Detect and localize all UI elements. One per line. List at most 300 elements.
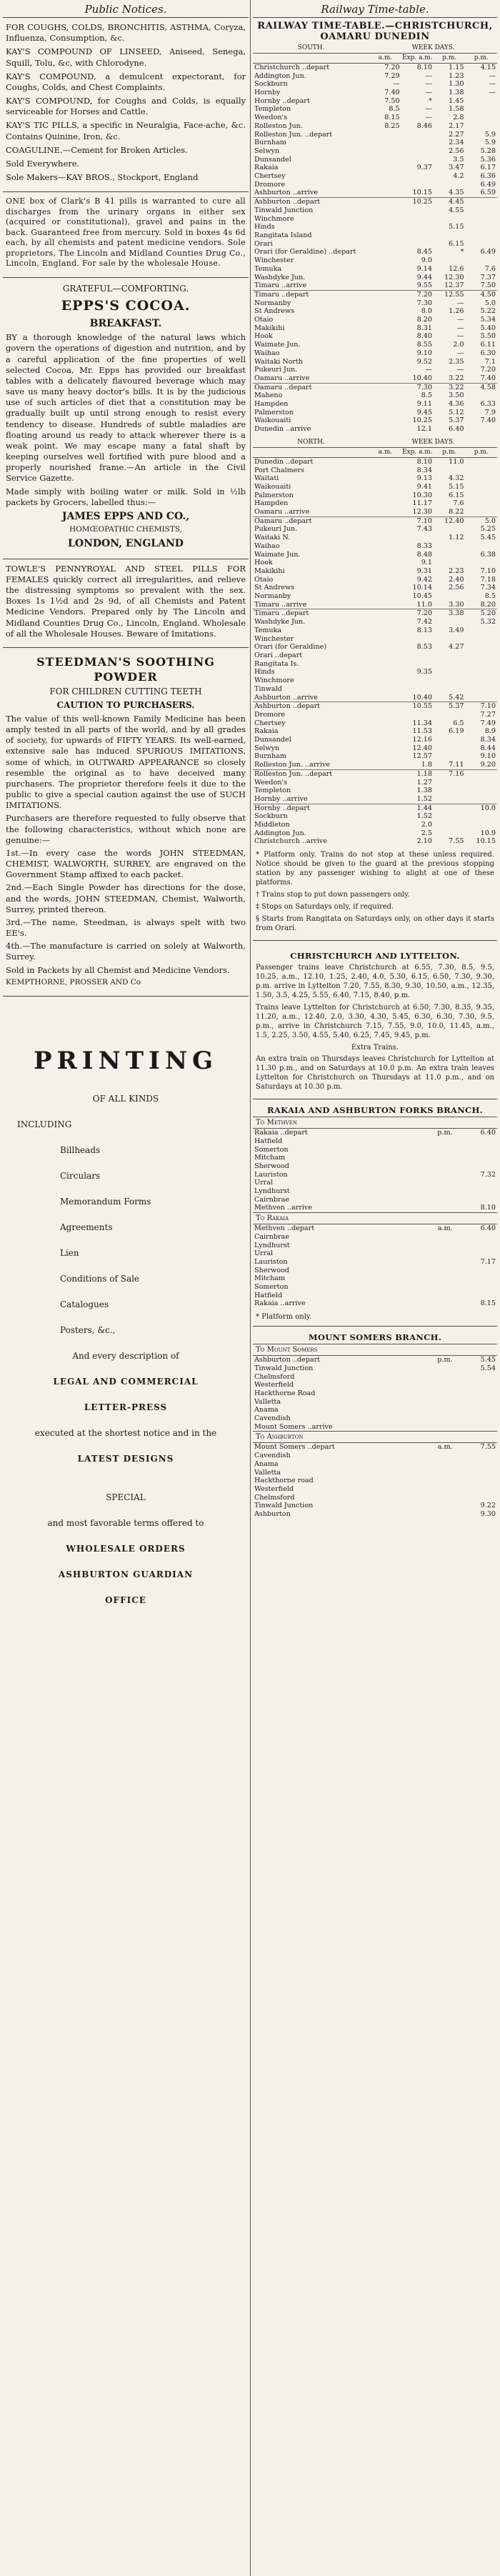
timetable-row	[253, 391, 497, 400]
station-name: Hinds	[254, 223, 275, 231]
time-cell: —	[456, 324, 464, 332]
station-name: Templeton	[254, 105, 291, 114]
time-cell: 8.10	[416, 63, 432, 71]
station-name: Chertsey	[254, 719, 286, 727]
timetable-row	[253, 635, 497, 644]
time-cell: 8.48	[416, 550, 432, 559]
time-cell: 9.14	[416, 264, 432, 273]
time-cell	[454, 1414, 497, 1423]
timetable-row	[253, 542, 497, 551]
station-name: Hackthorne road	[254, 1477, 314, 1485]
time-cell: 1.30	[449, 80, 464, 89]
time-cell	[434, 711, 466, 719]
station-name: Rakaia	[254, 164, 279, 172]
station-name: Addington Jun.	[254, 71, 306, 80]
timetable-row	[253, 332, 497, 341]
col-head: Exp. a.m.	[401, 447, 434, 457]
station-name: Hornby ..depart	[254, 96, 310, 105]
time-cell	[369, 804, 401, 812]
timetable-row	[253, 1154, 497, 1162]
timetable-row	[253, 324, 497, 333]
time-cell: 9.31	[416, 566, 432, 575]
chch-lyttelton-p1: Passenger trains leave Christchurch at 6.55, 7.30, 8.5, 9.5, 10.25, a.m., 12.10, 1.25, 2.40, 4.0, 5.30, 6.15, 6.50, 7.30, 9.30, p.m. arrive in Lyttelton 7.20, 7.55, 8.30, 9.30, 10.50, a.m., 12.35, 1.50, 3.5, 4.25, 5.55, 6.40, 7.15, 8.40, p.m.	[256, 964, 494, 1000]
station-name: Christchurch ..arrive	[254, 837, 328, 846]
time-cell: 9.44	[416, 273, 432, 281]
timetable-row	[253, 779, 497, 787]
time-cell	[369, 499, 401, 508]
chch-lyttelton-section	[253, 940, 497, 1099]
station-name: Dromore	[254, 180, 286, 189]
timetable-row	[253, 274, 497, 282]
steedman-body: The value of this well-known Family Medicine has been amply tested in all parts of the world, and by all grades of society, for upwards of FIFTY YEARS. Its well-earned, extensive sale has induced SPURIOUS IMITATIONS, some of which, in OUTWARD APPEARANCE so closely resemble the original as to have deceived many purchasers. The proprietor therefore feels it due to the public to give a special caution against the use of SUCH IMITATIONS.	[6, 713, 246, 811]
time-cell: 5.42	[449, 693, 464, 702]
timetable-row	[253, 341, 497, 349]
time-cell	[369, 324, 401, 333]
station-name: Rolleston Jun. ..depart	[254, 769, 333, 778]
time-cell	[369, 299, 401, 308]
timetable-row	[253, 131, 497, 139]
mount-somers-title: MOUNT SOMERS BRANCH.	[308, 1332, 442, 1343]
time-cell: 6.17	[480, 164, 496, 172]
time-cell	[369, 635, 401, 644]
station-name: Tinwald Junction	[254, 1502, 314, 1510]
timetable-row	[253, 1258, 497, 1267]
north-direction-label: NORTH.	[253, 438, 369, 447]
south-weekdays-label: WEEK DAYS.	[369, 44, 497, 53]
time-cell	[454, 1146, 497, 1154]
time-cell	[369, 694, 401, 702]
station-name: Hatfield	[254, 1291, 283, 1299]
time-cell: 2.56	[449, 584, 464, 592]
towles-text: TOWLE'S PENNYROYAL AND STEEL PILLS FOR FEMALES quickly correct all irregularities, and relieve the distressing symptoms so prevalent with the sex. Boxes 1s 1½d and 2s 9d, of all Chemists and Patent Medicine Vendors. Prepared only by The Lincoln and Midland Counties Drug Co., Lincoln, England. Wholesale of all the Wholesale Houses. Beware of Imitations.	[6, 563, 246, 639]
station-name: Somerton	[254, 1145, 289, 1154]
time-cell: 8.9	[484, 727, 496, 736]
col-head: p.m.	[434, 53, 466, 63]
time-cell	[434, 542, 466, 551]
time-cell: 9.41	[416, 482, 432, 491]
time-cell: 8.55	[416, 341, 432, 349]
time-cell	[465, 694, 497, 702]
station-name: Rakaia ..arrive	[254, 1299, 306, 1308]
timetable-row	[253, 105, 497, 114]
printing-items-list	[3, 1145, 249, 1335]
station-name: Westerfield	[254, 1485, 294, 1493]
timetable-row	[253, 1443, 497, 1452]
time-cell	[454, 1469, 497, 1477]
station-name: Winchester	[254, 634, 294, 643]
time-cell: 8.20	[480, 600, 496, 609]
time-cell: 7.55	[480, 1443, 496, 1452]
timetable-row	[253, 1162, 497, 1171]
chch-lyttelton-title: CHRISTCHURCH AND LYTTELTON.	[290, 951, 460, 962]
time-cell: 11.0	[416, 600, 432, 609]
time-cell	[465, 391, 497, 400]
time-cell: a.m.	[437, 1443, 453, 1452]
time-cell	[411, 1494, 454, 1502]
station-name: Winchester	[254, 256, 294, 265]
time-cell	[411, 1381, 454, 1389]
time-cell	[454, 1460, 497, 1469]
time-cell: 8.15	[480, 1299, 496, 1308]
time-cell: 5.40	[480, 324, 496, 332]
time-cell	[369, 534, 401, 542]
timetable-row	[253, 1510, 497, 1519]
time-cell	[465, 231, 497, 240]
time-cell: 2.56	[449, 146, 464, 155]
time-cell	[434, 635, 466, 644]
time-cell	[369, 711, 401, 719]
station-name: Dunedin ..arrive	[254, 425, 311, 434]
time-cell: 1.12	[449, 534, 464, 542]
time-cell: 7.18	[480, 575, 496, 584]
timetable-row	[253, 474, 497, 483]
timetable-row	[253, 1146, 497, 1154]
station-name: Waitaki North	[254, 357, 304, 366]
time-cell: 1.44	[416, 804, 432, 812]
time-cell: —	[425, 366, 432, 374]
time-cell	[369, 457, 401, 466]
col-head	[253, 53, 369, 63]
station-name: Ashburton ..arrive	[254, 189, 318, 197]
station-name: Oamaru ..depart	[254, 383, 312, 391]
time-cell	[411, 1274, 454, 1283]
station-name: Palmerston	[254, 408, 294, 416]
time-cell	[411, 1267, 454, 1275]
time-cell: 6.40	[449, 425, 464, 434]
station-name: Otaio	[254, 316, 274, 324]
time-cell: 8.45	[416, 248, 432, 256]
timetable-row	[253, 1233, 497, 1242]
station-name: Middleton	[254, 821, 290, 829]
station-name: Hampden	[254, 499, 289, 508]
time-cell: 6.5	[453, 719, 464, 727]
station-name: Hornby	[254, 89, 281, 97]
timetable-row	[253, 198, 497, 206]
epps-breakfast: BREAKFAST.	[89, 317, 162, 329]
station-name: Weedon's	[254, 778, 288, 787]
time-cell	[454, 1381, 497, 1389]
station-name: Urral	[254, 1249, 274, 1258]
time-cell: 9.37	[416, 164, 432, 172]
timetable-row	[253, 567, 497, 576]
station-name: Winchmore	[254, 214, 294, 223]
station-name: Lyndhurst	[254, 1187, 290, 1196]
timetable-row	[253, 601, 497, 609]
timetable-row	[253, 1494, 497, 1502]
station-name: Makikihi	[254, 566, 285, 575]
timetable-row	[253, 139, 497, 147]
station-name: Cavendish	[254, 1414, 291, 1423]
time-cell: 9.22	[480, 1502, 496, 1510]
time-cell	[465, 779, 497, 787]
timetable-row	[253, 97, 497, 106]
time-cell: 8.34	[416, 466, 432, 474]
timetable-row	[253, 534, 497, 542]
time-cell: 2.5	[421, 829, 432, 837]
timetable-row	[253, 1187, 497, 1196]
col-head: a.m.	[369, 447, 401, 457]
timetable-row	[253, 592, 497, 601]
time-cell: 10.30	[412, 491, 432, 499]
station-name: Ashburton ..depart	[254, 198, 321, 206]
time-cell	[369, 139, 401, 147]
time-cell	[411, 1414, 454, 1423]
time-cell	[454, 1477, 497, 1485]
time-cell: 1.38	[449, 89, 464, 97]
time-cell: 1.27	[416, 778, 432, 787]
time-cell	[434, 779, 466, 787]
kays-line: KAY'S COMPOUND, for Coughs and Colds, is equally serviceable for Horses and Cattle.	[6, 96, 246, 117]
time-cell: 8.22	[449, 508, 464, 516]
time-cell	[369, 248, 401, 256]
time-cell: —	[456, 332, 464, 341]
timetable-row	[253, 189, 497, 197]
printing-item: Billheads	[60, 1144, 101, 1155]
time-cell	[369, 256, 401, 265]
time-cell	[465, 643, 497, 652]
station-name: Chelmsford	[254, 1372, 295, 1381]
station-name: Waimate Jun.	[254, 550, 301, 559]
time-cell: —	[393, 80, 400, 89]
time-cell: 5.45	[480, 1356, 496, 1364]
time-cell	[411, 1299, 454, 1308]
time-cell: 9.20	[480, 761, 496, 769]
timetable-row	[253, 1423, 497, 1432]
station-name: Makikihi	[254, 324, 285, 332]
railway-timetable-header: Railway Time-table.	[253, 0, 497, 18]
time-cell: 9.10	[480, 752, 496, 761]
timetable-row	[253, 1398, 497, 1407]
timetable-row	[253, 1204, 497, 1212]
timetable-row	[253, 837, 497, 846]
printing-item: Memorandum Forms	[60, 1196, 151, 1207]
time-cell	[454, 1373, 497, 1382]
time-cell: 10.40	[412, 693, 432, 702]
time-cell: 8.15	[384, 114, 400, 122]
time-cell	[434, 215, 466, 224]
time-cell	[465, 256, 497, 265]
time-cell: p.m.	[437, 1129, 453, 1137]
steedman-title: STEEDMAN'S SOOTHING POWDER	[36, 654, 215, 684]
epps-name: EPPS'S COCOA.	[61, 297, 191, 314]
to-mount-somers-label: To Mount Somers	[253, 1344, 497, 1356]
time-cell	[369, 795, 401, 804]
time-cell: 5.32	[480, 618, 496, 626]
time-cell: 7.20	[384, 63, 400, 71]
time-cell: 7.32	[480, 1170, 496, 1179]
kays-line: Sole Makers—KAY BROS., Stockport, England	[6, 172, 199, 183]
printing-item: Lien	[60, 1247, 79, 1258]
timetable-row	[253, 499, 497, 508]
time-cell: 10.25	[412, 198, 432, 206]
time-cell: 8.5	[421, 391, 432, 400]
time-cell	[434, 804, 466, 812]
timetable-row	[253, 164, 497, 172]
timetable-row	[253, 769, 497, 778]
time-cell: 9.52	[416, 357, 432, 366]
time-cell: 7.37	[480, 273, 496, 281]
time-cell: 2.17	[449, 121, 464, 130]
time-cell	[369, 508, 401, 516]
time-cell	[401, 206, 434, 215]
station-name: Orari (for Geraldine)	[254, 643, 327, 652]
time-cell	[434, 618, 466, 626]
time-cell: 6.59	[480, 189, 496, 197]
time-cell: 4.2	[453, 172, 464, 181]
time-cell: 3.30	[449, 600, 464, 609]
printing-item: Agreements	[60, 1222, 113, 1232]
time-cell	[401, 215, 434, 224]
time-cell	[465, 114, 497, 122]
time-cell: 5.45	[480, 534, 496, 542]
time-cell: 9.42	[416, 575, 432, 584]
time-cell: 7.17	[480, 1257, 496, 1266]
time-cell	[369, 829, 401, 838]
time-cell	[411, 1154, 454, 1162]
time-cell: 7.10	[416, 516, 432, 525]
station-name: Sockburn	[254, 80, 288, 89]
timetable-row	[253, 1274, 497, 1283]
time-cell: 6.15	[449, 239, 464, 248]
time-cell	[465, 626, 497, 635]
time-cell: 10.25	[412, 416, 432, 425]
time-cell	[401, 181, 434, 189]
time-cell: 9.30	[480, 1510, 496, 1519]
time-cell: *	[460, 248, 464, 256]
time-cell: 1.15	[449, 63, 464, 71]
station-name: Hatfield	[254, 1137, 283, 1145]
time-cell: 7.40	[384, 89, 400, 97]
timetable-row	[253, 281, 497, 290]
timetable-row	[253, 383, 497, 391]
time-cell	[411, 1242, 454, 1250]
chch-lyttelton-extra: Extra Trains.	[351, 1044, 399, 1052]
time-cell: 7.40	[480, 374, 496, 382]
time-cell	[401, 172, 434, 181]
south-timetable	[253, 44, 497, 434]
timetable-row	[253, 752, 497, 761]
time-cell: 7.29	[384, 71, 400, 80]
time-cell	[434, 652, 466, 660]
time-cell	[369, 400, 401, 409]
timetable-row	[253, 206, 497, 215]
time-cell	[465, 542, 497, 551]
time-cell	[369, 341, 401, 349]
station-name: Christchurch ..depart	[254, 63, 330, 71]
timetable-row	[253, 307, 497, 316]
rakaia-branch-section	[253, 1099, 497, 1326]
station-name: Waihao	[254, 349, 280, 357]
timetable-row	[253, 1502, 497, 1510]
time-cell: 12.40	[444, 516, 464, 525]
timetable-row	[253, 1292, 497, 1300]
station-name: Ashburton ..arrive	[254, 693, 318, 702]
time-cell: 8.5	[389, 105, 400, 114]
time-cell	[369, 516, 401, 525]
steedman-agents: KEMPTHORNE, PROSSER AND Co	[6, 977, 141, 987]
time-cell: 7.34	[480, 584, 496, 592]
time-cell: 7.40	[480, 416, 496, 425]
time-cell	[369, 752, 401, 761]
station-name: Valletta	[254, 1397, 281, 1406]
time-cell	[369, 316, 401, 324]
time-cell	[465, 769, 497, 778]
time-cell: —	[425, 114, 432, 122]
time-cell: 5.9	[484, 130, 496, 139]
station-name: Rangitata Is.	[254, 659, 299, 668]
time-cell	[411, 1510, 454, 1519]
time-cell	[434, 592, 466, 601]
timetable-row	[253, 812, 497, 821]
timetable-row	[253, 516, 497, 525]
station-name: Oamaru ..arrive	[254, 508, 310, 516]
station-name: Palmerston	[254, 491, 294, 499]
time-cell	[369, 215, 401, 224]
timetable-row	[253, 1452, 497, 1460]
time-cell: 1.18	[416, 769, 432, 778]
time-cell	[454, 1292, 497, 1300]
timetable-note: § Starts from Rangitata on Saturdays only, on other days it starts from Orari.	[256, 915, 494, 933]
time-cell: 8.13	[416, 626, 432, 634]
time-cell	[369, 812, 401, 821]
time-cell	[369, 652, 401, 660]
time-cell	[369, 391, 401, 400]
time-cell: 5.50	[480, 332, 496, 341]
timetable-row	[253, 1356, 497, 1364]
time-cell: 4.32	[449, 474, 464, 483]
time-cell: 8.46	[416, 121, 432, 130]
time-cell	[434, 559, 466, 567]
time-cell	[369, 592, 401, 601]
time-cell	[401, 534, 434, 542]
time-cell	[454, 1406, 497, 1414]
time-cell: 4.50	[480, 290, 496, 299]
time-cell	[401, 156, 434, 164]
station-name: Waikouaiti	[254, 482, 291, 491]
public-notices-header: Public Notices.	[3, 0, 249, 18]
timetable-row	[253, 1179, 497, 1187]
time-cell: —	[489, 71, 496, 80]
time-cell	[369, 198, 401, 206]
time-cell	[369, 223, 401, 231]
time-cell	[411, 1187, 454, 1196]
time-cell	[369, 374, 401, 383]
timetable-row	[253, 316, 497, 324]
time-cell: 6.19	[449, 727, 464, 736]
col-head: Exp. a.m.	[401, 53, 434, 63]
station-name: Templeton	[254, 787, 291, 795]
time-cell: 5.25	[480, 525, 496, 534]
time-cell	[369, 677, 401, 685]
timetable-row	[253, 1299, 497, 1308]
time-cell	[411, 1502, 454, 1510]
time-cell	[411, 1477, 454, 1485]
time-cell: 5.15	[449, 482, 464, 491]
station-name: Cairnbrae	[254, 1195, 290, 1204]
timetable-note: * Platform only. Trains do not stop at these unless required. Notice should be given to the guard at the previous stopping station by any passenger wishing to alight at one of these platforms.	[256, 851, 494, 887]
station-name: Orari (for Geraldine) ..depart	[254, 248, 356, 256]
timetable-row	[253, 400, 497, 409]
time-cell: 6.49	[480, 180, 496, 189]
timetable-row	[253, 1477, 497, 1485]
steedman-point-1: 1st.—In every case the words JOHN STEEDMAN, CHEMIST, WALWORTH, SURREY, are engraved on the Government Stamp affixed to each packet.	[6, 847, 246, 880]
time-cell	[434, 812, 466, 821]
time-cell	[434, 466, 466, 475]
kays-line: KAY'S TIC PILLS, a specific in Neuralgia, Face-ache, &c. Contains Quinine, Iron, &c.	[6, 120, 246, 141]
time-cell	[369, 206, 401, 215]
station-name: Timaru ..depart	[254, 290, 309, 299]
time-cell: 7.20	[416, 609, 432, 618]
